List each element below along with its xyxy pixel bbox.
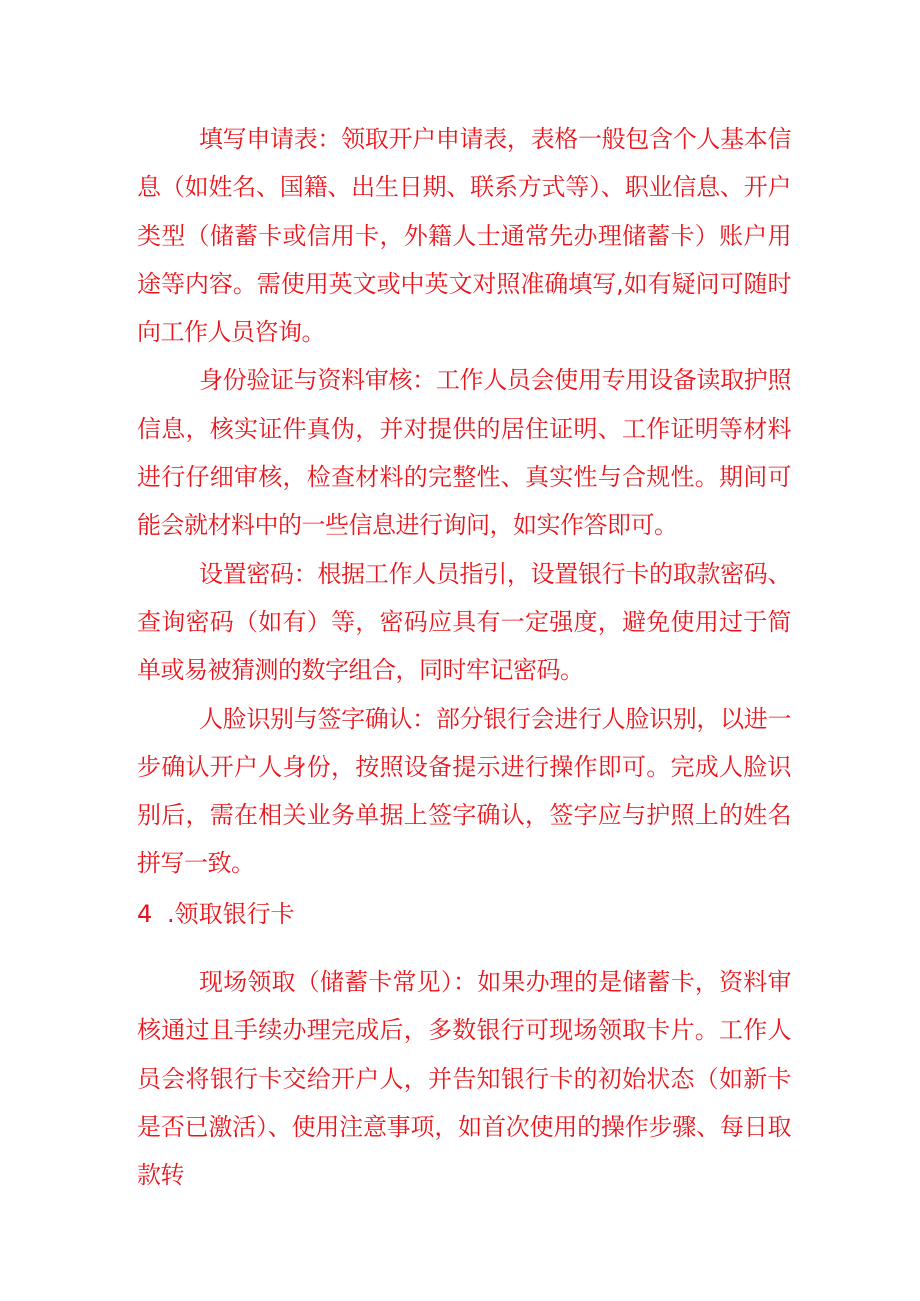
paragraph-fill-application: 填写申请表：领取开户申请表，表格一般包含个人基本信息（如姓名、国籍、出生日期、联系方式等）、职业信息、开户类型（储蓄卡或信用卡，外籍人士通常先办理储蓄卡）账户用途等内容。需使用英文或中英文对照准确填写,如有疑问可随时向工作人员咨询。 [137,125,791,347]
paragraph-set-password: 设置密码：根据工作人员指引，设置银行卡的取款密码、查询密码（如有）等，密码应具有一定强度，避免使用过于简单或易被猜测的数字组合，同时牢记密码。 [137,559,791,685]
section-title: .领取银行卡 [167,899,295,928]
section-number: 4 [137,899,153,928]
section-heading [137,888,791,958]
paragraph-face-recognition: 人脸识别与签字确认：部分银行会进行人脸识别，以进一步确认开户人身份，按照设备提示进行操作即可。完成人脸识别后，需在相关业务单据上签字确认，签字应与护照上的姓名拼写一致。 [137,704,791,878]
document-body [137,115,791,1200]
paragraph-onsite-pickup: 现场领取（储蓄卡常见）：如果办理的是储蓄卡，资料审核通过且手续办理完成后，多数银行可现场领取卡片。工作人员会将银行卡交给开户人，并告知银行卡的初始状态（如新卡是否已激活）、使用注意事项，如首次使用的操作步骤、每日取款转 [137,968,791,1190]
paragraph-identity-verification: 身份验证与资料审核：工作人员会使用专用设备读取护照信息，核实证件真伪，并对提供的居住证明、工作证明等材料进行仔细审核，检查材料的完整性、真实性与合规性。期间可能会就材料中的一些信息进行询问，如实作答即可。 [137,366,791,540]
